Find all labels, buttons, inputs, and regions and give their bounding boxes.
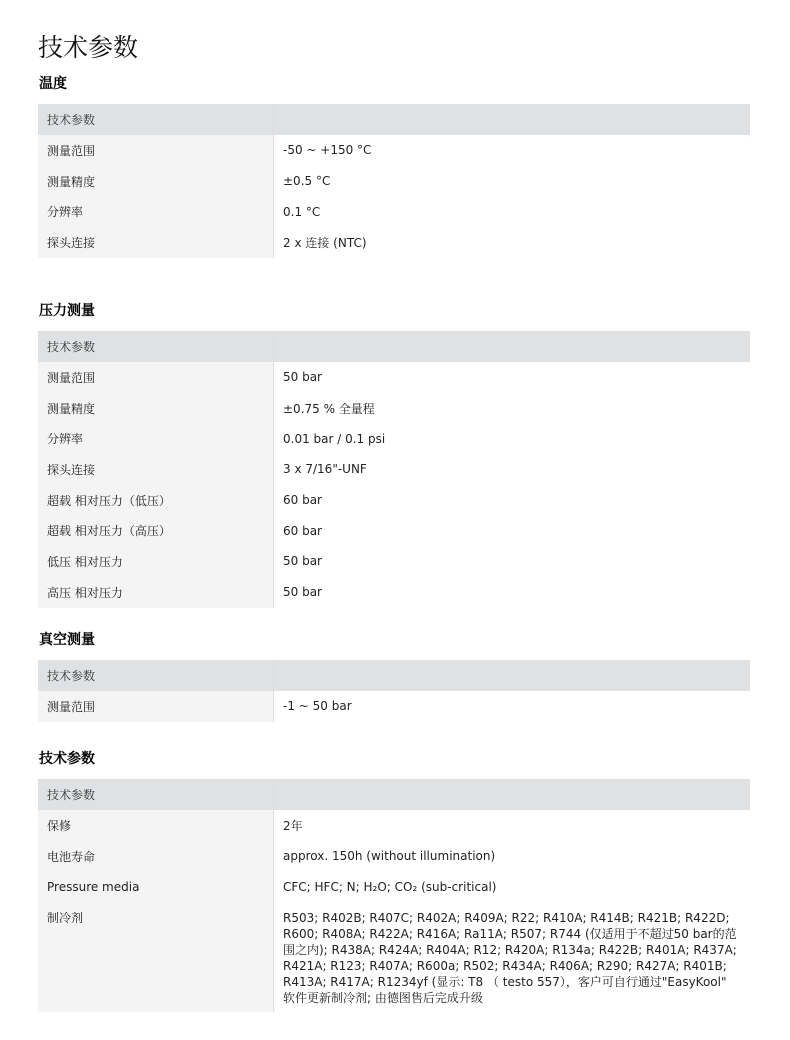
- spec-value: approx. 150h (without illumination): [274, 841, 751, 872]
- spec-key: 测量精度: [38, 393, 274, 424]
- table-row: [38, 841, 750, 872]
- table-header-empty: [274, 660, 751, 691]
- table-row: [38, 362, 750, 393]
- spec-value: -1 ~ 50 bar: [274, 691, 751, 722]
- table-row: [38, 485, 750, 516]
- table-header-row: [38, 779, 750, 810]
- spec-value: 2年: [274, 810, 751, 841]
- spec-value: 60 bar: [274, 485, 751, 516]
- spec-value: ±0.5 °C: [274, 166, 751, 197]
- table-header-row: [38, 660, 750, 691]
- section-title: 真空测量: [39, 632, 95, 648]
- table-row: [38, 393, 750, 424]
- table-row: [38, 227, 750, 258]
- section-vacuum: [36, 628, 750, 722]
- table-row: [38, 454, 750, 485]
- spec-key: Pressure media: [38, 871, 274, 902]
- section-temperature: [36, 72, 750, 258]
- spec-table: [38, 779, 750, 1012]
- spec-key: 制冷剂: [38, 902, 274, 1012]
- table-row: [38, 691, 750, 722]
- table-row: [38, 135, 750, 166]
- table-row: [38, 546, 750, 577]
- table-row: [38, 196, 750, 227]
- table-row: [38, 423, 750, 454]
- table-header-empty: [274, 331, 751, 362]
- spec-key: 保修: [38, 810, 274, 841]
- table-row: [38, 515, 750, 546]
- spec-value: 0.01 bar / 0.1 psi: [274, 423, 751, 454]
- spec-value: R503; R402B; R407C; R402A; R409A; R22; R410A; R414B; R421B; R422D; R600; R408A; R422A; R416A; Ra11A; R507; R744 (仅适用于不超过50 bar的范围之内); R438A; R424A; R404A; R12; R420A; R134a; R422B; R401A; R437A; R421A; R123; R407A; R600a; R502; R434A; R406A; R290; R427A; R401B; R413A; R417A; R1234yf (显示: T8 （ testo 557），客户可自行通过"EasyKool" 软件更新制冷剂; 由德图售后完成升级: [274, 902, 751, 1012]
- spec-key: 探头连接: [38, 227, 274, 258]
- table-row: [38, 810, 750, 841]
- spec-value: 0.1 °C: [274, 196, 751, 227]
- spec-table: [38, 660, 750, 722]
- page-title: 技术参数: [38, 33, 139, 62]
- spec-key: 测量精度: [38, 166, 274, 197]
- spec-key: 高压 相对压力: [38, 577, 274, 608]
- spec-key: 探头连接: [38, 454, 274, 485]
- table-row: [38, 166, 750, 197]
- spec-key: 测量范围: [38, 691, 274, 722]
- spec-table: [38, 331, 750, 608]
- table-row: [38, 871, 750, 902]
- table-header-label: 技术参数: [38, 331, 274, 362]
- spec-key: 低压 相对压力: [38, 546, 274, 577]
- table-header-empty: [274, 779, 751, 810]
- section-title: 技术参数: [39, 751, 95, 767]
- spec-key: 超载 相对压力（高压）: [38, 515, 274, 546]
- spec-value: 2 x 连接 (NTC): [274, 227, 751, 258]
- table-header-empty: [274, 104, 751, 135]
- table-row: [38, 902, 750, 1012]
- spec-value: ±0.75 % 全量程: [274, 393, 751, 424]
- table-header-label: 技术参数: [38, 104, 274, 135]
- spec-table: [38, 104, 750, 258]
- table-row: [38, 577, 750, 608]
- section-pressure: [36, 299, 750, 608]
- spec-key: 测量范围: [38, 135, 274, 166]
- section-title: 温度: [39, 76, 67, 92]
- spec-value: 50 bar: [274, 546, 751, 577]
- spec-value: -50 ~ +150 °C: [274, 135, 751, 166]
- spec-value: 50 bar: [274, 577, 751, 608]
- spec-value: 50 bar: [274, 362, 751, 393]
- spec-key: 电池寿命: [38, 841, 274, 872]
- section-title: 压力测量: [39, 303, 95, 319]
- spec-key: 超载 相对压力（低压）: [38, 485, 274, 516]
- spec-value: 60 bar: [274, 515, 751, 546]
- table-header-row: [38, 331, 750, 362]
- spec-value: CFC; HFC; N; H₂O; CO₂ (sub-critical): [274, 871, 751, 902]
- spec-value: 3 x 7/16"-UNF: [274, 454, 751, 485]
- section-general: [36, 747, 750, 1012]
- table-header-row: [38, 104, 750, 135]
- table-header-label: 技术参数: [38, 779, 274, 810]
- spec-key: 分辨率: [38, 423, 274, 454]
- spec-key: 分辨率: [38, 196, 274, 227]
- spec-key: 测量范围: [38, 362, 274, 393]
- table-header-label: 技术参数: [38, 660, 274, 691]
